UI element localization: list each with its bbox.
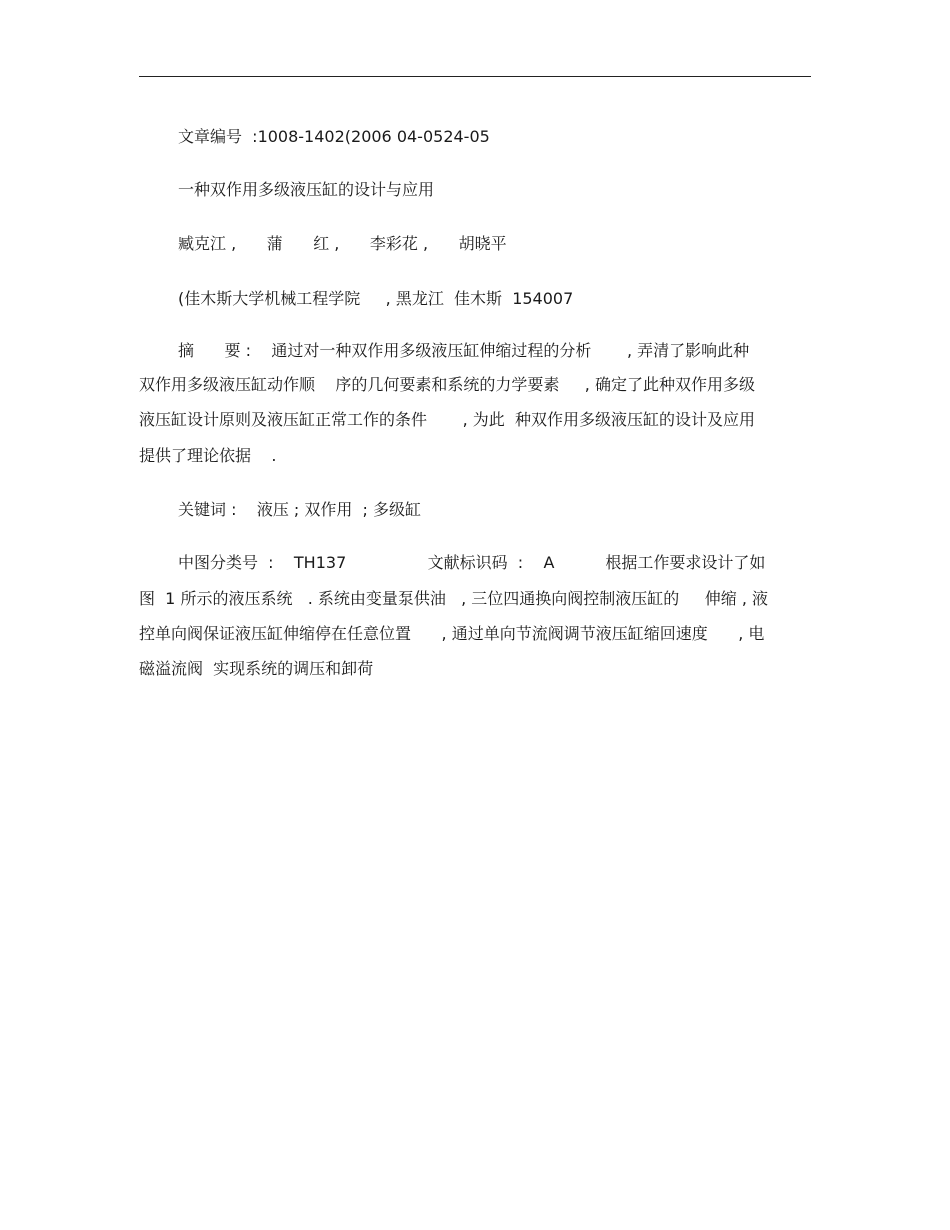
body-line: 控单向阀保证液压缸伸缩停在任意位置 , 通过单向节流阀调节液压缸缩回速度 , 电 xyxy=(139,624,765,643)
article-title: 一种双作用多级液压缸的设计与应用 xyxy=(178,180,435,199)
keywords: 关键词 : 液压 ; 双作用 ; 多级缸 xyxy=(178,500,422,519)
abstract-line: 液压缸设计原则及液压缸正常工作的条件 , 为此 种双作用多级液压缸的设计及应用 xyxy=(139,410,755,429)
body-line: 中图分类号 : TH137 文献标识码 : A 根据工作要求设计了如 xyxy=(178,553,766,572)
affiliation: (佳木斯大学机械工程学院 , 黑龙江 佳木斯 154007 xyxy=(178,289,574,308)
abstract-line: 提供了理论依据 . xyxy=(139,446,277,465)
abstract-line: 摘 要 : 通过对一种双作用多级液压缸伸缩过程的分析 , 弄清了影响此种 xyxy=(178,341,750,360)
abstract-line: 双作用多级液压缸动作顺 序的几何要素和系统的力学要素 , 确定了此种双作用多级 xyxy=(139,375,755,394)
body-line: 图 1 所示的液压系统 . 系统由变量泵供油 , 三位四通换向阀控制液压缸的 伸缩 , 液 xyxy=(139,589,768,608)
header-rule xyxy=(139,76,811,77)
body-line: 磁溢流阀 实现系统的调压和卸荷 xyxy=(139,659,374,678)
article-number: 文章编号 :1008-1402(2006 04-0524-05 xyxy=(178,127,490,146)
authors: 臧克江 , 蒲 红 , 李彩花 , 胡晓平 xyxy=(178,234,507,253)
